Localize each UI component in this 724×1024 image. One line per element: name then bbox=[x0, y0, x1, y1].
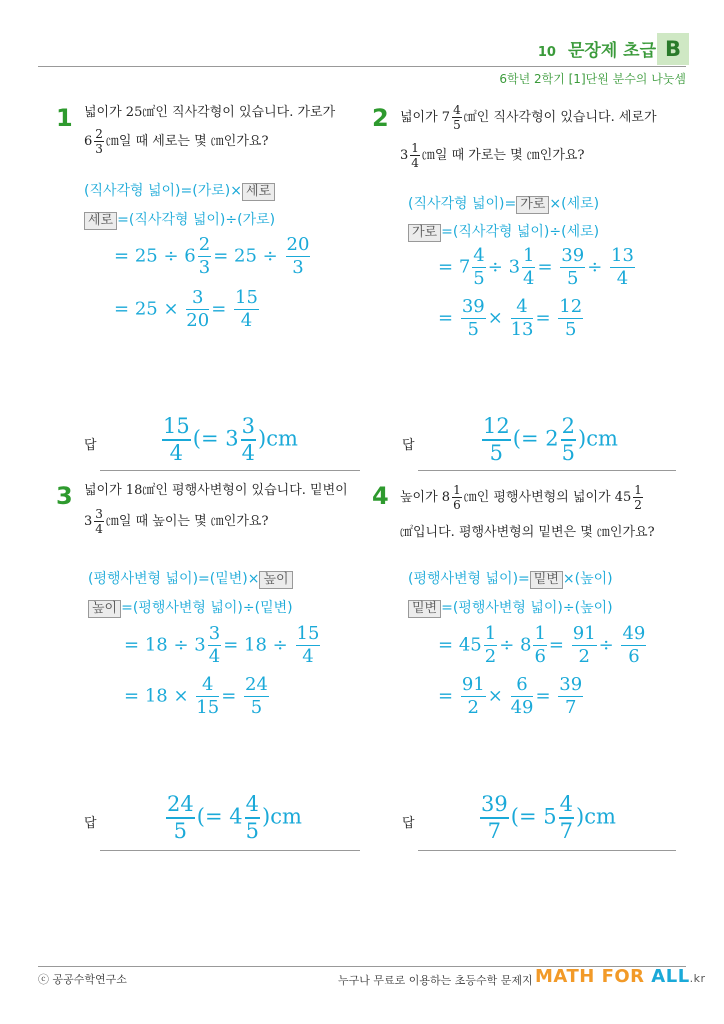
problem-4-number: 4 bbox=[372, 482, 389, 510]
question-line bbox=[84, 508, 268, 535]
op: ( bbox=[510, 804, 519, 829]
whole-part: 3 bbox=[84, 514, 93, 529]
op: ( bbox=[196, 804, 205, 829]
formula-text: =(평행사변형 넓이)÷(밑변) bbox=[121, 600, 293, 616]
problem-4-question bbox=[400, 484, 690, 554]
numerator: 1 bbox=[411, 141, 419, 155]
blank-box: 높이 bbox=[259, 571, 292, 589]
op: = bbox=[211, 298, 227, 320]
worksheet-title bbox=[538, 36, 656, 61]
numerator: 3 bbox=[95, 507, 103, 521]
op: ÷ bbox=[487, 256, 503, 278]
fraction bbox=[480, 794, 509, 842]
denominator: 5 bbox=[567, 268, 579, 289]
problem-3-step-2 bbox=[124, 676, 271, 717]
lesson-number: 10 bbox=[537, 45, 556, 60]
numerator: 1 bbox=[484, 623, 497, 644]
denominator: 7 bbox=[565, 697, 577, 718]
numerator: 1 bbox=[453, 483, 461, 497]
op: ÷ bbox=[499, 634, 515, 656]
problem-3-formula-2 bbox=[88, 597, 293, 618]
op: ( bbox=[192, 426, 201, 451]
op: ÷ bbox=[173, 634, 189, 656]
blank-box: 세로 bbox=[84, 212, 117, 230]
op: = bbox=[114, 245, 130, 267]
numerator: 2 bbox=[95, 127, 103, 141]
question-text: 높이가 8 bbox=[400, 490, 451, 505]
logo-math: MATH bbox=[535, 966, 595, 987]
numerator: 1 bbox=[534, 623, 546, 644]
denominator: 3 bbox=[95, 142, 103, 156]
logo-for: FOR bbox=[594, 966, 652, 987]
numerator: 2 bbox=[561, 416, 576, 441]
op: = bbox=[520, 426, 539, 451]
question-text: ㎝일 때 가로는 몇 ㎝인가요? bbox=[421, 148, 585, 163]
numerator: 2 bbox=[198, 234, 211, 255]
question-line bbox=[400, 484, 645, 511]
fraction bbox=[484, 625, 497, 666]
fraction bbox=[610, 247, 635, 288]
value: 2 bbox=[545, 426, 559, 451]
fraction bbox=[234, 289, 259, 330]
problem-4-formula-1 bbox=[408, 568, 613, 589]
denominator: 7 bbox=[487, 819, 502, 843]
formula-text: ×(높이) bbox=[562, 571, 613, 587]
fraction bbox=[472, 247, 485, 288]
op: ( bbox=[512, 426, 521, 451]
formula-text: (평행사변형 넓이)= bbox=[408, 571, 530, 587]
unit: cm bbox=[584, 804, 616, 829]
answer-underline bbox=[418, 850, 676, 851]
problem-3-step-1 bbox=[124, 625, 322, 666]
fraction bbox=[558, 676, 583, 717]
header-divider bbox=[38, 66, 686, 67]
denominator: 4 bbox=[411, 156, 419, 170]
op: ÷ bbox=[262, 245, 278, 267]
problem-1-number: 1 bbox=[56, 104, 73, 132]
op: ÷ bbox=[598, 634, 614, 656]
op: = bbox=[535, 685, 551, 707]
denominator: 4 bbox=[302, 646, 314, 667]
denominator: 4 bbox=[95, 522, 103, 536]
formula-text: (직사각형 넓이)= bbox=[408, 196, 517, 212]
denominator: 5 bbox=[473, 268, 485, 289]
op: ) bbox=[575, 804, 585, 829]
question-line bbox=[84, 128, 268, 155]
op: = bbox=[438, 307, 454, 329]
problem-3-formula-1 bbox=[88, 568, 293, 589]
copyright: ⓒ 공공수학연구소 bbox=[38, 973, 127, 986]
fraction bbox=[296, 625, 321, 666]
denominator: 5 bbox=[173, 819, 188, 843]
unit: cm bbox=[586, 426, 618, 451]
problem-2-question bbox=[400, 104, 690, 174]
site-logo bbox=[535, 966, 706, 987]
numerator: 39 bbox=[559, 674, 583, 695]
answer-underline bbox=[100, 470, 360, 471]
denominator: 5 bbox=[250, 697, 263, 718]
op: = bbox=[124, 685, 140, 707]
denominator: 4 bbox=[616, 268, 629, 289]
problem-1-formula-2 bbox=[84, 209, 275, 230]
numerator: 15 bbox=[235, 287, 258, 308]
answer-label: 답 bbox=[402, 816, 415, 831]
op: ) bbox=[257, 426, 267, 451]
fraction bbox=[558, 298, 583, 339]
fraction bbox=[244, 676, 269, 717]
value: 18 bbox=[144, 634, 168, 656]
numerator: 15 bbox=[162, 416, 191, 441]
fraction bbox=[621, 625, 646, 666]
op: = bbox=[223, 634, 239, 656]
op: = bbox=[124, 634, 140, 656]
numerator: 4 bbox=[559, 794, 574, 819]
value: 25 bbox=[134, 245, 158, 267]
value: 4 bbox=[229, 804, 243, 829]
unit: cm bbox=[266, 426, 298, 451]
fraction bbox=[559, 794, 574, 842]
problem-3-number: 3 bbox=[56, 482, 73, 510]
value: 3 bbox=[194, 634, 206, 656]
problem-1-formula-1 bbox=[84, 180, 275, 201]
title-text: 문장제 초급 bbox=[567, 41, 656, 61]
fraction bbox=[522, 247, 535, 288]
denominator: 6 bbox=[453, 498, 461, 512]
value: 25 bbox=[134, 298, 158, 320]
numerator: 91 bbox=[461, 674, 485, 695]
denominator: 4 bbox=[208, 646, 221, 667]
problem-2-step-1 bbox=[438, 247, 637, 288]
op: × bbox=[173, 685, 189, 707]
denominator: 4 bbox=[523, 268, 535, 289]
problem-2-answer bbox=[480, 416, 618, 464]
blank-box: 세로 bbox=[242, 183, 275, 201]
denominator: 5 bbox=[489, 441, 504, 465]
problem-1-step-1 bbox=[114, 236, 312, 277]
denominator: 5 bbox=[561, 441, 575, 465]
numerator: 4 bbox=[196, 676, 219, 697]
op: = bbox=[438, 256, 454, 278]
value: 6 bbox=[184, 245, 196, 267]
numerator: 39 bbox=[561, 245, 585, 266]
op: = bbox=[204, 804, 223, 829]
problem-2-step-2 bbox=[438, 298, 585, 339]
problem-2-number: 2 bbox=[372, 104, 389, 132]
fraction bbox=[452, 484, 462, 511]
numerator: 4 bbox=[511, 298, 534, 319]
denominator: 3 bbox=[198, 257, 211, 278]
value: 3 bbox=[508, 256, 521, 278]
op: = bbox=[438, 685, 454, 707]
blank-box: 가로 bbox=[516, 196, 549, 214]
fraction bbox=[94, 128, 104, 155]
fraction bbox=[208, 625, 221, 666]
op: × bbox=[163, 298, 179, 320]
denominator: 3 bbox=[292, 257, 304, 278]
numerator: 12 bbox=[482, 416, 511, 441]
fraction bbox=[561, 416, 576, 464]
blank-box: 밑변 bbox=[530, 571, 563, 589]
numerator: 39 bbox=[461, 296, 485, 317]
numerator: 12 bbox=[559, 296, 583, 317]
numerator: 13 bbox=[611, 245, 634, 266]
fraction bbox=[162, 416, 191, 464]
fraction bbox=[633, 484, 643, 511]
problem-4-step-2 bbox=[438, 676, 585, 717]
denominator: 13 bbox=[510, 319, 534, 340]
op: = bbox=[438, 634, 454, 656]
formula-text: ×(세로) bbox=[549, 196, 600, 212]
problem-3-answer bbox=[164, 794, 302, 842]
value: 5 bbox=[543, 804, 557, 829]
numerator: 1 bbox=[634, 483, 642, 497]
numerator: 3 bbox=[186, 289, 209, 310]
numerator: 39 bbox=[480, 794, 509, 819]
numerator: 24 bbox=[245, 674, 268, 695]
op: = bbox=[200, 426, 219, 451]
numerator: 20 bbox=[286, 234, 310, 255]
unit: cm bbox=[270, 804, 302, 829]
op: = bbox=[518, 804, 537, 829]
op: ÷ bbox=[272, 634, 288, 656]
op: = bbox=[537, 256, 553, 278]
formula-text: (평행사변형 넓이)=(밑변)× bbox=[88, 571, 260, 587]
denominator: 4 bbox=[241, 441, 255, 465]
question-line: 넓이가 25㎠인 직사각형이 있습니다. 가로가 bbox=[84, 105, 336, 120]
value: 18 bbox=[244, 634, 267, 656]
op: = bbox=[221, 685, 237, 707]
question-text: ㎝일 때 높이는 몇 ㎝인가요? bbox=[105, 514, 269, 529]
op: × bbox=[487, 307, 503, 329]
op: ÷ bbox=[163, 245, 179, 267]
blank-box: 가로 bbox=[408, 224, 441, 242]
formula-text: =(평행사변형 넓이)÷(높이) bbox=[441, 600, 613, 616]
denominator: 5 bbox=[565, 319, 577, 340]
question-text: ㎝인 평행사변형의 넓이가 45 bbox=[463, 490, 632, 505]
fraction bbox=[166, 794, 195, 842]
op: = bbox=[535, 307, 551, 329]
answer-underline bbox=[418, 470, 676, 471]
fraction bbox=[461, 676, 486, 717]
fraction bbox=[410, 142, 420, 169]
denominator: 2 bbox=[634, 498, 642, 512]
problem-1-answer bbox=[160, 416, 298, 464]
fraction bbox=[241, 416, 256, 464]
numerator: 6 bbox=[511, 676, 534, 697]
value: 7 bbox=[458, 256, 471, 278]
logo-all: ALL bbox=[651, 966, 690, 987]
fraction bbox=[94, 508, 104, 535]
problem-4-step-1 bbox=[438, 625, 648, 666]
numerator: 3 bbox=[241, 416, 256, 441]
denominator: 7 bbox=[559, 819, 573, 843]
numerator: 24 bbox=[166, 794, 195, 819]
question-text: 넓이가 7 bbox=[400, 110, 451, 125]
answer-label: 답 bbox=[84, 816, 97, 831]
fraction bbox=[245, 794, 260, 842]
fraction bbox=[533, 625, 546, 666]
value: 25 bbox=[234, 245, 257, 267]
denominator: 5 bbox=[245, 819, 259, 843]
answer-underline bbox=[100, 850, 360, 851]
question-line: ㎠입니다. 평행사변형의 밑변은 몇 ㎝인가요? bbox=[400, 525, 655, 540]
question-line bbox=[400, 104, 657, 131]
fraction bbox=[560, 247, 585, 288]
op: = bbox=[213, 245, 229, 267]
blank-box: 밑변 bbox=[408, 600, 441, 618]
denominator: 5 bbox=[453, 118, 461, 132]
problem-4-answer bbox=[478, 794, 616, 842]
problem-2-formula-2 bbox=[408, 221, 599, 242]
denominator: 2 bbox=[578, 646, 590, 667]
denominator: 6 bbox=[628, 646, 640, 667]
answer-label: 답 bbox=[402, 438, 415, 453]
formula-text: =(직사각형 넓이)÷(세로) bbox=[441, 224, 600, 240]
value: 8 bbox=[520, 634, 532, 656]
denominator: 49 bbox=[510, 697, 534, 718]
numerator: 4 bbox=[453, 103, 461, 117]
answer-label: 답 bbox=[84, 438, 97, 453]
fraction bbox=[196, 676, 219, 717]
problem-1-question bbox=[84, 106, 364, 166]
value: 3 bbox=[225, 426, 239, 451]
denominator: 6 bbox=[534, 646, 546, 667]
fraction bbox=[461, 298, 486, 339]
op: = bbox=[548, 634, 565, 656]
logo-kr: .kr bbox=[689, 972, 706, 985]
denominator: 20 bbox=[186, 310, 210, 331]
level-badge: B bbox=[657, 33, 689, 65]
denominator: 5 bbox=[467, 319, 479, 340]
whole-part: 3 bbox=[400, 148, 409, 163]
question-line: 넓이가 18㎠인 평행사변형이 있습니다. 밑변이 bbox=[84, 483, 348, 498]
whole-part: 6 bbox=[84, 134, 93, 149]
numerator: 4 bbox=[473, 245, 485, 266]
formula-text: =(직사각형 넓이)÷(가로) bbox=[117, 212, 276, 228]
problem-4-formula-2 bbox=[408, 597, 613, 618]
op: ÷ bbox=[587, 256, 603, 278]
fraction bbox=[482, 416, 511, 464]
problem-2-formula-1 bbox=[408, 193, 599, 214]
denominator: 15 bbox=[196, 697, 220, 718]
op: ) bbox=[261, 804, 271, 829]
question-text: ㎠인 직사각형이 있습니다. 세로가 bbox=[463, 110, 657, 125]
denominator: 2 bbox=[484, 646, 497, 667]
fraction bbox=[198, 236, 211, 277]
value: 18 bbox=[144, 685, 168, 707]
fraction bbox=[286, 236, 311, 277]
blank-box: 높이 bbox=[88, 600, 121, 618]
denominator: 4 bbox=[240, 310, 253, 331]
formula-text: (직사각형 넓이)=(가로)× bbox=[84, 183, 242, 199]
numerator: 1 bbox=[523, 245, 535, 266]
numerator: 3 bbox=[208, 623, 221, 644]
numerator: 4 bbox=[245, 794, 260, 819]
op: ) bbox=[577, 426, 587, 451]
problem-3-question bbox=[84, 484, 364, 544]
numerator: 15 bbox=[296, 623, 320, 644]
fraction bbox=[572, 625, 597, 666]
op: × bbox=[487, 685, 503, 707]
problem-1-step-2 bbox=[114, 289, 261, 330]
denominator: 4 bbox=[169, 441, 184, 465]
denominator: 2 bbox=[467, 697, 479, 718]
value: 45 bbox=[458, 634, 482, 656]
fraction bbox=[186, 289, 209, 330]
tagline: 누구나 무료로 이용하는 초등수학 문제지 bbox=[338, 974, 533, 987]
unit-subtitle: 6학년 2학기 [1]단원 분수의 나눗셈 bbox=[499, 72, 686, 86]
question-text: ㎝일 때 세로는 몇 ㎝인가요? bbox=[105, 134, 269, 149]
op: = bbox=[114, 298, 130, 320]
fraction bbox=[452, 104, 462, 131]
fraction bbox=[511, 676, 534, 717]
numerator: 91 bbox=[572, 623, 596, 644]
fraction bbox=[511, 298, 534, 339]
numerator: 49 bbox=[622, 623, 646, 644]
question-line bbox=[400, 142, 584, 169]
